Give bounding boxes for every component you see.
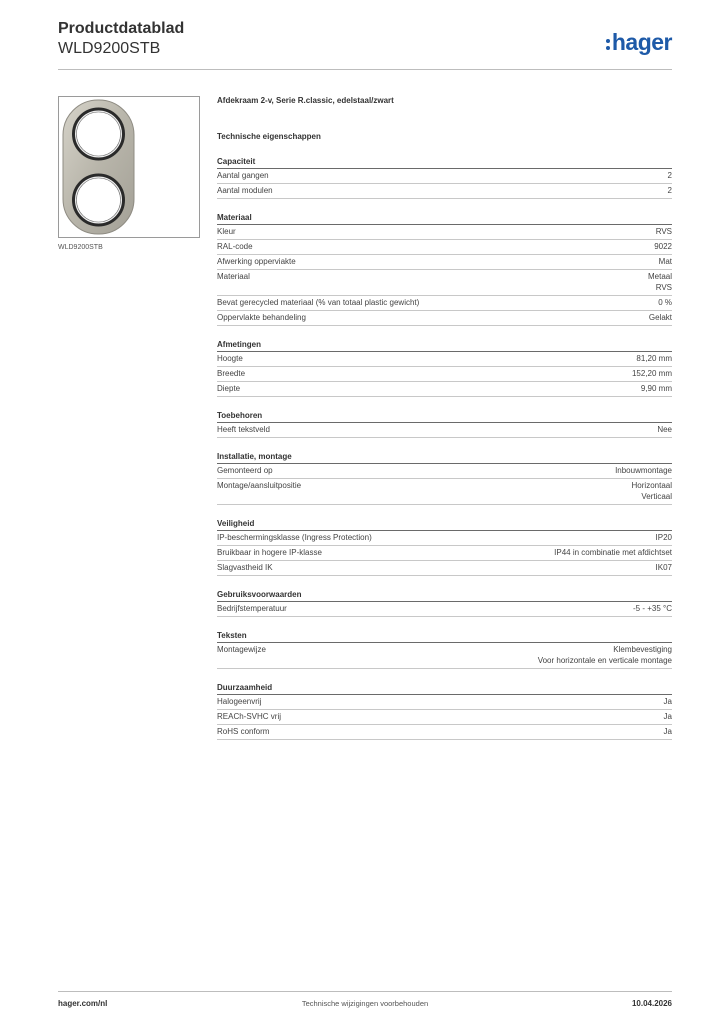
footer-date: 10.04.2026	[631, 999, 672, 1008]
spec-row	[217, 643, 672, 669]
spec-label: Slagvastheid IK	[217, 563, 273, 572]
spec-value-line: Verticaal	[641, 492, 672, 501]
spec-value	[636, 353, 672, 364]
spec-row	[217, 725, 672, 740]
spec-value	[668, 170, 672, 181]
spec-row	[217, 531, 672, 546]
spec-label: Bevat gerecycled materiaal (% van totaal plastic gewicht)	[217, 298, 420, 307]
section-title: Afmetingen	[217, 339, 672, 352]
spec-value-line: 9,90 mm	[640, 384, 672, 393]
spec-value-line: RVS	[655, 227, 672, 236]
spec-row	[217, 169, 672, 184]
spec-value-line: Mat	[658, 257, 672, 266]
spec-value-line: Ja	[663, 712, 672, 721]
spec-value-line: 9022	[654, 242, 672, 251]
spec-value-line: 0 %	[658, 298, 672, 307]
page-footer	[58, 991, 672, 1020]
spec-section	[217, 682, 672, 740]
spec-value	[656, 226, 672, 237]
footer-disclaimer: Technische wijzigingen voorbehouden	[301, 999, 429, 1008]
section-title: Teksten	[217, 630, 672, 643]
spec-label: Aantal modulen	[217, 186, 273, 195]
technical-properties-heading: Technische eigenschappen	[217, 132, 321, 141]
spec-section	[217, 212, 672, 326]
spec-value-line: Klembevestiging	[613, 645, 672, 654]
spec-value-line: 152,20 mm	[631, 369, 672, 378]
spec-value-line: IP44 in combinatie met afdichtset	[554, 548, 672, 557]
spec-row	[217, 695, 672, 710]
spec-value	[656, 562, 672, 573]
spec-row	[217, 602, 672, 617]
spec-row	[217, 479, 672, 505]
spec-value-line: Ja	[663, 697, 672, 706]
spec-value-line: 2	[667, 186, 672, 195]
spec-row	[217, 296, 672, 311]
double-switch-frame-icon	[59, 97, 199, 237]
spec-row	[217, 270, 672, 296]
spec-row	[217, 710, 672, 725]
spec-value-line: Gelakt	[648, 313, 672, 322]
spec-value	[632, 368, 672, 379]
spec-section	[217, 339, 672, 397]
spec-row	[217, 561, 672, 576]
footer-website: hager.com/nl	[58, 999, 108, 1008]
spec-row	[217, 464, 672, 479]
spec-value-line: -5 - +35 °C	[633, 604, 672, 613]
spec-value	[658, 297, 672, 308]
spec-label: Bedrijfstemperatuur	[217, 604, 287, 613]
spec-value	[656, 532, 672, 543]
spec-value	[649, 312, 672, 323]
spec-section	[217, 156, 672, 199]
spec-section	[217, 589, 672, 617]
spec-label: Oppervlakte behandeling	[217, 313, 306, 322]
product-image	[58, 96, 200, 238]
spec-value-line: Metaal	[647, 272, 672, 281]
section-title: Veiligheid	[217, 518, 672, 531]
product-description: Afdekraam 2-v, Serie R.classic, edelstaal/zwart	[217, 96, 394, 105]
spec-value	[641, 383, 672, 394]
spec-row	[217, 423, 672, 438]
spec-label: IP-beschermingsklasse (Ingress Protection)	[217, 533, 372, 542]
spec-row	[217, 367, 672, 382]
spec-value-line: Nee	[657, 425, 672, 434]
section-title: Capaciteit	[217, 156, 672, 169]
spec-value	[664, 711, 672, 722]
spec-label: REACh-SVHC vrij	[217, 712, 282, 721]
spec-value-line: 81,20 mm	[636, 354, 672, 363]
spec-row	[217, 546, 672, 561]
spec-label: Breedte	[217, 369, 246, 378]
spec-value-line: IP20	[655, 533, 672, 542]
spec-label: Afwerking opperviakte	[217, 257, 296, 266]
spec-section	[217, 630, 672, 669]
spec-value	[654, 241, 672, 252]
spec-sections	[217, 156, 672, 740]
spec-label: RAL-code	[217, 242, 253, 251]
spec-value-line: IK07	[655, 563, 672, 572]
spec-value	[648, 271, 672, 293]
spec-label: Heeft tekstveld	[217, 425, 270, 434]
spec-row	[217, 352, 672, 367]
spec-value-line: RVS	[655, 283, 672, 292]
spec-value	[554, 547, 672, 558]
spec-value-line: Horizontaal	[631, 481, 672, 490]
product-code: WLD9200STB	[58, 40, 161, 57]
spec-label: Kleur	[217, 227, 236, 236]
logo-dots-icon	[606, 36, 610, 50]
spec-value-line: Ja	[663, 727, 672, 736]
document-title: Productdatablad	[58, 20, 185, 37]
spec-label: Montagewijze	[217, 645, 266, 654]
spec-label: Halogeenvrij	[217, 697, 262, 706]
spec-label: Aantal gangen	[217, 171, 269, 180]
spec-label: Gemonteerd op	[217, 466, 273, 475]
spec-value	[664, 696, 672, 707]
spec-section	[217, 518, 672, 576]
section-title: Materiaal	[217, 212, 672, 225]
section-title: Installatie, montage	[217, 451, 672, 464]
logo-text: hager	[611, 29, 672, 55]
spec-value	[664, 726, 672, 737]
page-header	[58, 20, 672, 59]
spec-section	[217, 451, 672, 505]
spec-value-line: 2	[667, 171, 672, 180]
spec-value	[633, 603, 672, 614]
spec-label: Montage/aansluitpositie	[217, 481, 302, 490]
spec-value	[538, 644, 672, 666]
hager-logo	[606, 30, 672, 54]
spec-row	[217, 311, 672, 326]
spec-row	[217, 382, 672, 397]
spec-label: Materiaal	[217, 272, 250, 281]
spec-value	[657, 424, 672, 435]
section-title: Duurzaamheid	[217, 682, 672, 695]
spec-value	[615, 465, 672, 476]
spec-value	[632, 480, 672, 502]
spec-value	[659, 256, 672, 267]
spec-label: RoHS conform	[217, 727, 270, 736]
spec-row	[217, 225, 672, 240]
section-title: Toebehoren	[217, 410, 672, 423]
section-title: Gebruiksvoorwaarden	[217, 589, 672, 602]
spec-value	[668, 185, 672, 196]
spec-content	[217, 95, 672, 740]
header-divider	[58, 69, 672, 70]
spec-row	[217, 184, 672, 199]
spec-section	[217, 410, 672, 438]
spec-value-line: Voor horizontale en verticale montage	[537, 656, 672, 665]
spec-label: Diepte	[217, 384, 241, 393]
spec-value-line: Inbouwmontage	[615, 466, 672, 475]
product-image-caption: WLD9200STB	[58, 244, 103, 251]
spec-label: Bruikbaar in hogere IP-klasse	[217, 548, 322, 557]
spec-row	[217, 255, 672, 270]
spec-label: Hoogte	[217, 354, 243, 363]
spec-row	[217, 240, 672, 255]
